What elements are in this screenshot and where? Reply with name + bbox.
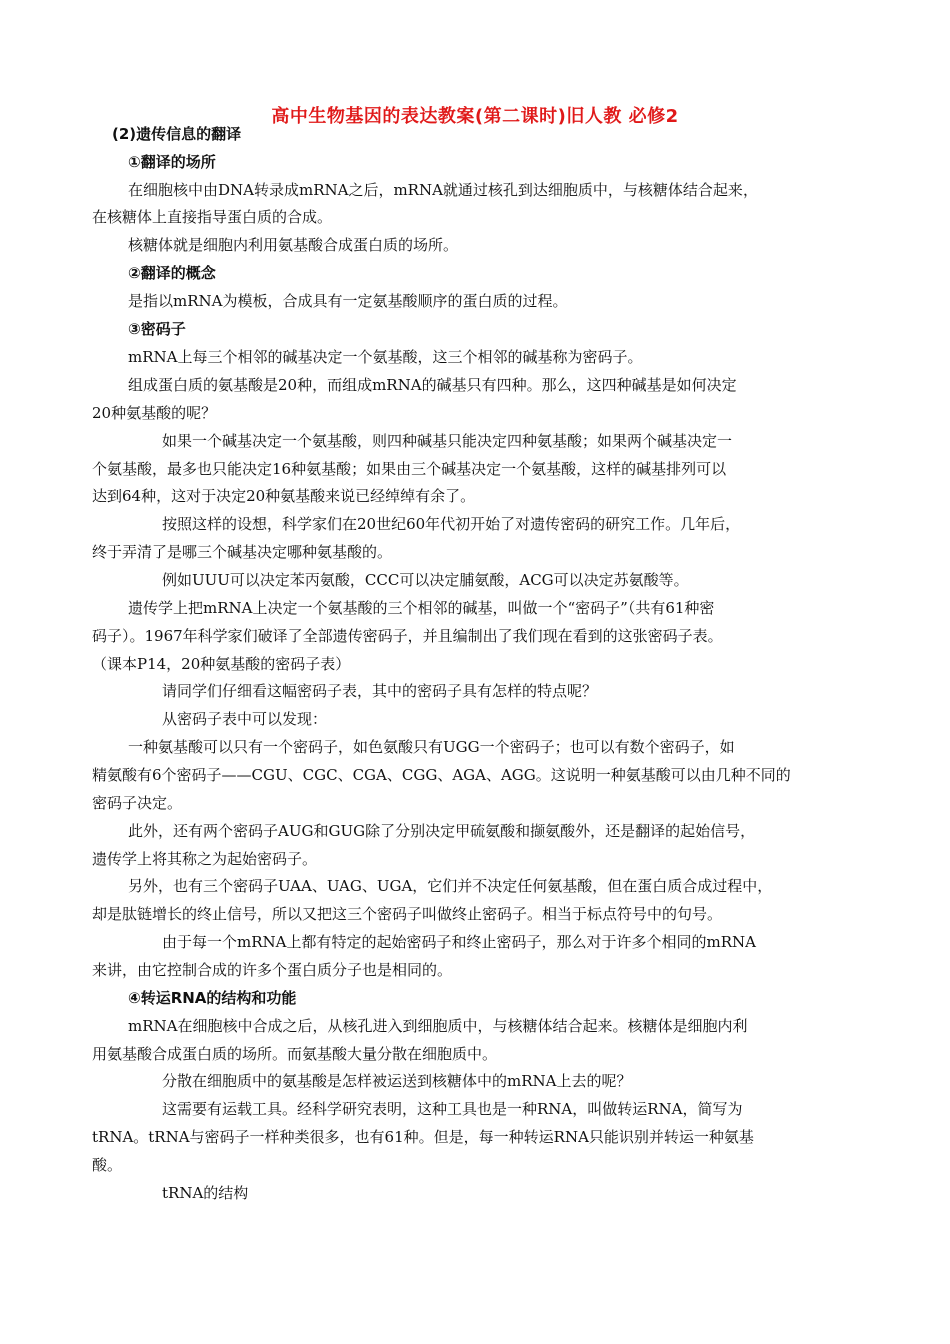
paragraph-line: mRNA上每三个相邻的碱基决定一个氨基酸，这三个相邻的碱基称为密码子。 xyxy=(128,348,643,366)
paragraph-line: mRNA在细胞核中合成之后，从核孔进入到细胞质中，与核糖体结合起来。核糖体是细胞内利 xyxy=(128,1017,748,1035)
paragraph-line: 一种氨基酸可以只有一个密码子，如色氨酸只有UGG一个密码子；也可以有数个密码子，如 xyxy=(128,738,735,756)
paragraph-line: 用氨基酸合成蛋白质的场所。而氨基酸大量分散在细胞质中。 xyxy=(92,1045,498,1063)
paragraph-line: tRNA的结构 xyxy=(162,1184,249,1202)
paragraph-line: 此外，还有两个密码子AUG和GUG除了分别决定甲硫氨酸和撷氨酸外，还是翻译的起始信号， xyxy=(128,822,756,840)
paragraph-line: 在细胞核中由DNA转录成mRNA之后，mRNA就通过核孔到达细胞质中，与核糖体结合起来， xyxy=(128,181,758,199)
paragraph-line: 终于弄清了是哪三个碱基决定哪种氨基酸的。 xyxy=(92,543,393,561)
subsection-heading: ①翻译的场所 xyxy=(128,153,216,171)
paragraph-line: 从密码子表中可以发现： xyxy=(162,710,328,728)
paragraph-line: 码子）。1967年科学家们破译了全部遗传密码子，并且编制出了我们现在看到的这张密码子表。 xyxy=(92,627,723,645)
paragraph-line: 精氨酸有6个密码子——CGU、CGC、CGA、CGG、AGA、AGG。这说明一种氨基酸可以由几种不同的 xyxy=(92,766,791,784)
paragraph-line: 达到64种，这对于决定20种氨基酸来说已经绰绰有余了。 xyxy=(92,487,476,505)
paragraph-line: 这需要有运载工具。经科学研究表明，这种工具也是一种RNA，叫做转运RNA，简写为 xyxy=(162,1100,743,1118)
paragraph-line: 核糖体就是细胞内利用氨基酸合成蛋白质的场所。 xyxy=(128,236,459,254)
paragraph-line: 请同学们仔细看这幅密码子表，其中的密码子具有怎样的特点呢？ xyxy=(162,682,598,700)
section-heading: (2)遗传信息的翻译 xyxy=(112,125,242,143)
paragraph-line: 按照这样的设想，科学家们在20世纪60年代初开始了对遗传密码的研究工作。几年后， xyxy=(162,515,741,533)
paragraph-line: 在核糖体上直接指导蛋白质的合成。 xyxy=(92,208,333,226)
subsection-heading: ②翻译的概念 xyxy=(128,264,216,282)
paragraph-line: （课本P14，20种氨基酸的密码子表） xyxy=(92,655,351,673)
paragraph-line: 是指以mRNA为模板，合成具有一定氨基酸顺序的蛋白质的过程。 xyxy=(128,292,568,310)
paragraph-line: 20种氨基酸的呢？ xyxy=(92,404,217,422)
subsection-heading: ④转运RNA的结构和功能 xyxy=(128,989,297,1007)
paragraph-line: 分散在细胞质中的氨基酸是怎样被运送到核糖体中的mRNA上去的呢？ xyxy=(162,1072,632,1090)
paragraph-line: 来讲，由它控制合成的许多个蛋白质分子也是相同的。 xyxy=(92,961,453,979)
paragraph-line: 个氨基酸，最多也只能决定16种氨基酸；如果由三个碱基决定一个氨基酸，这样的碱基排列可以 xyxy=(92,460,727,478)
paragraph-line: 由于每一个mRNA上都有特定的起始密码子和终止密码子，那么对于许多个相同的mRNA xyxy=(162,933,756,951)
paragraph-line: 遗传学上把mRNA上决定一个氨基酸的三个相邻的碱基，叫做一个“密码子”（共有61种密 xyxy=(128,599,715,617)
paragraph-line: 例如UUU可以决定苯丙氨酸，CCC可以决定脯氨酸，ACG可以决定苏氨酸等。 xyxy=(162,571,689,589)
paragraph-line: 如果一个碱基决定一个氨基酸，则四种碱基只能决定四种氨基酸；如果两个碱基决定一 xyxy=(162,432,733,450)
paragraph-line: tRNA。tRNA与密码子一样种类很多，也有61种。但是，每一种转运RNA只能识别并转运一种氨基 xyxy=(92,1128,754,1146)
paragraph-line: 却是肽链增长的终止信号，所以又把这三个密码子叫做终止密码子。相当于标点符号中的句号。 xyxy=(92,905,723,923)
paragraph-line: 酸。 xyxy=(92,1156,123,1174)
paragraph-line: 密码子决定。 xyxy=(92,794,183,812)
paragraph-line: 另外，也有三个密码子UAA、UAG、UGA，它们并不决定任何氨基酸，但在蛋白质合成过程中， xyxy=(128,877,773,895)
subsection-heading: ③密码子 xyxy=(128,320,186,338)
paragraph-line: 组成蛋白质的氨基酸是20种，而组成mRNA的碱基只有四种。那么，这四种碱基是如何决定 xyxy=(128,376,737,394)
paragraph-line: 遗传学上将其称之为起始密码子。 xyxy=(92,850,318,868)
page-title: 高中生物基因的表达教案(第二课时)旧人教 必修2 xyxy=(271,106,679,127)
